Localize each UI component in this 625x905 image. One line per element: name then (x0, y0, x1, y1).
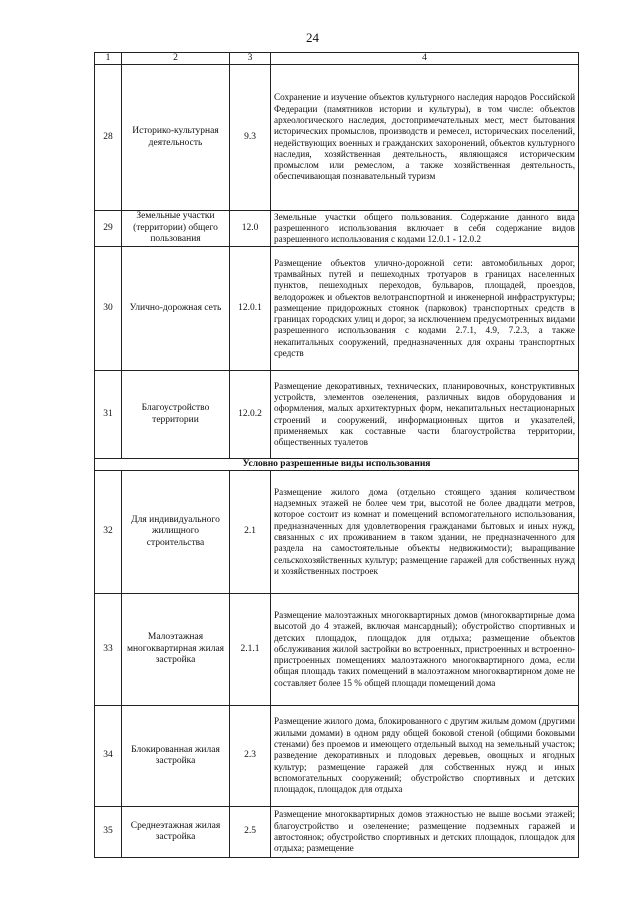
row-number: 30 (95, 247, 122, 371)
use-code: 2.1 (230, 471, 271, 594)
use-description: Размещение малоэтажных многоквартирных домов (многоквартирные дома высотой до 4 этажей, включая мансардный); обустройство спортивных и детских площадок, площадок для отдыха; размещение объектов обслуживания жилой застройки во встроенных, пристроенных и встроенно-пристроенных помещениях малоэтажного многоквартирного дома, если общая площадь таких помещений в малоэтажном многоквартирном доме не составляет более 15 % общей площади помещений дома (271, 594, 579, 706)
use-code: 9.3 (230, 65, 271, 211)
table-row (95, 211, 579, 247)
use-name: Среднеэтажная жилая застройка (122, 807, 230, 858)
table-row (95, 247, 579, 371)
row-number: 32 (95, 471, 122, 594)
use-name: Улично-дорожная сеть (122, 247, 230, 371)
use-description: Размещение декоративных, технических, планировочных, конструктивных устройств, элементов озеленения, различных видов оборудования и оформления, малых архитектурных форм, некапитальных нестационарных строений и сооружений, информационных щитов и указателей, применяемых как составные части благоустройства территории, общественных туалетов (271, 371, 579, 459)
use-description: Размещение многоквартирных домов этажностью не выше восьми этажей; благоустройство и озеленение; размещение подземных гаражей и автостоянок; обустройство спортивных и детских площадок, площадок для отдыха; размещение (271, 807, 579, 858)
table-row (95, 706, 579, 807)
use-name: Малоэтажная многоквартирная жилая застройка (122, 594, 230, 706)
table-row (95, 594, 579, 706)
use-code: 12.0.2 (230, 371, 271, 459)
use-description: Размещение жилого дома (отдельно стоящего здания количеством надземных этажей не более чем три, высотой не более двадцати метров, которое состоит из комнат и помещений вспомогательного использования, предназначенных для удовлетворения гражданами бытовых и иных нужд, связанных с их проживанием в таком здании, не предназначенного для раздела на самостоятельные объекты недвижимости); выращивание сельскохозяйственных культур; размещение гаражей для собственных нужд и хозяйственных построек (271, 471, 579, 594)
use-description: Сохранение и изучение объектов культурного наследия народов Российской Федерации (памятников истории и культуры), в том числе: объектов археологического наследия, достопримечательных мест, мест бытования исторических промыслов, производств и ремесел, исторических поселений, недействующих военных и гражданских захоронений, объектов культурного наследия, хозяйственная деятельность, являющаяся историческим промыслом или ремеслом, а также хозяйственная деятельность, обеспечивающая познавательный туризм (271, 65, 579, 211)
header-cell: 1 (95, 53, 122, 65)
row-number: 34 (95, 706, 122, 807)
header-cell: 4 (271, 53, 579, 65)
use-code: 12.0 (230, 211, 271, 247)
row-number: 35 (95, 807, 122, 858)
use-description: Размещение объектов улично-дорожной сети: автомобильных дорог, трамвайных путей и пешеходных тротуаров в границах населенных пунктов, пешеходных переходов, бульваров, площадей, проездов, велодорожек и объектов велотранспортной и инженерной инфраструктуры; размещение придорожных стоянок (парковок) транспортных средств в границах городских улиц и дорог, за исключением предусмотренных видами разрешенного использования с кодами 2.7.1, 4.9, 7.2.3, а также некапитальных сооружений, предназначенных для охраны транспортных средств (271, 247, 579, 371)
use-code: 2.1.1 (230, 594, 271, 706)
table-row (95, 807, 579, 858)
table-row (95, 371, 579, 459)
row-number: 31 (95, 371, 122, 459)
row-number: 33 (95, 594, 122, 706)
land-use-table (94, 52, 579, 858)
use-name: Блокированная жилая застройка (122, 706, 230, 807)
use-description: Размещение жилого дома, блокированного с другим жилым домом (другими жилыми домами) в одном ряду общей боковой стеной (общими боковыми стенами) без проемов и имеющего отдельный выход на земельный участок; разведение декоративных и плодовых деревьев, овощных и ягодных культур; размещение гаражей для собственных нужд и иных вспомогательных сооружений; обустройство спортивных и детских площадок, площадок для отдыха (271, 706, 579, 807)
section-title: Условно разрешенные виды использования (95, 459, 579, 471)
use-code: 12.0.1 (230, 247, 271, 371)
table-header-row (95, 53, 579, 65)
row-number: 28 (95, 65, 122, 211)
page-number: 24 (306, 30, 319, 45)
section-header-row (95, 459, 579, 471)
table-row (95, 471, 579, 594)
use-name: Земельные участки (территории) общего пользования (122, 211, 230, 247)
header-cell: 2 (122, 53, 230, 65)
use-description: Земельные участки общего пользования. Содержание данного вида разрешенного использования включает в себя содержание видов разрешенного использования с кодами 12.0.1 - 12.0.2 (271, 211, 579, 247)
use-code: 2.5 (230, 807, 271, 858)
table-row (95, 65, 579, 211)
use-name: Для индивидуального жилищного строительства (122, 471, 230, 594)
use-name: Благоустройство территории (122, 371, 230, 459)
row-number: 29 (95, 211, 122, 247)
header-cell: 3 (230, 53, 271, 65)
use-code: 2.3 (230, 706, 271, 807)
use-name: Историко-культурная деятельность (122, 65, 230, 211)
